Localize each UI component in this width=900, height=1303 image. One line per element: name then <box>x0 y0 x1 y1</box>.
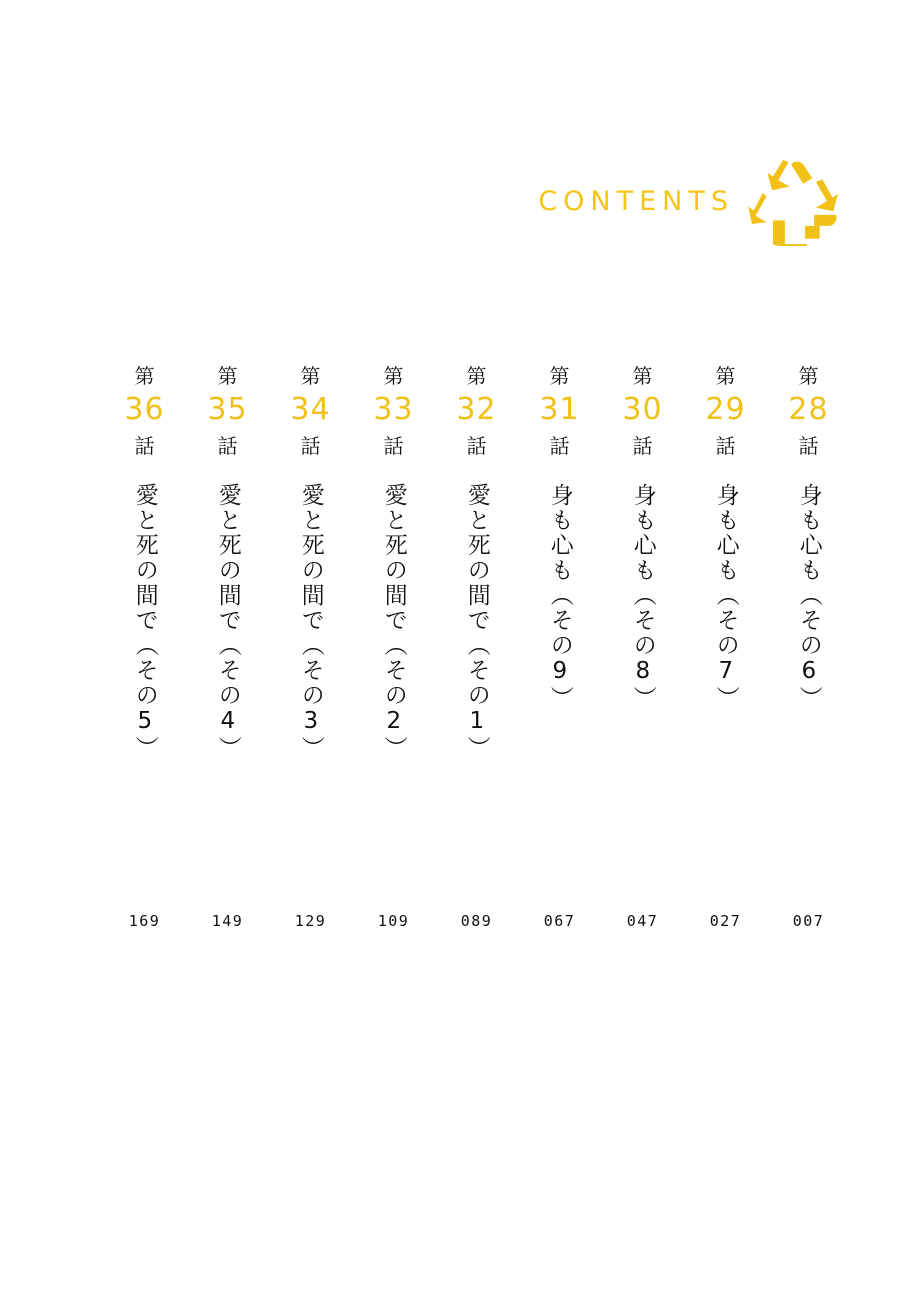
episode-prefix: 第 <box>715 364 736 388</box>
toc-entry[interactable] <box>103 365 186 813</box>
episode-number-block <box>705 365 745 457</box>
episode-number: 33 <box>373 392 414 427</box>
episode-suffix: 話 <box>549 434 570 458</box>
episode-title: 身も心も（その8） <box>629 483 656 711</box>
contents-header <box>538 160 840 246</box>
episode-prefix: 第 <box>549 364 570 388</box>
episode-prefix: 第 <box>383 364 404 388</box>
episode-title: 身も心も（その7） <box>712 483 739 711</box>
episode-number-block <box>788 365 828 457</box>
episode-number: 35 <box>207 392 248 427</box>
episode-number: 31 <box>539 392 580 427</box>
episode-prefix: 第 <box>217 364 238 388</box>
episode-number-block <box>373 365 413 457</box>
toc-entry[interactable] <box>767 365 850 813</box>
episode-number: 29 <box>705 392 746 427</box>
page-number: 067 <box>543 912 576 930</box>
episode-number-block <box>290 365 330 457</box>
page-number: 109 <box>377 912 410 930</box>
episode-number-block <box>124 365 164 457</box>
episode-prefix: 第 <box>798 364 819 388</box>
toc-entry[interactable] <box>269 365 352 813</box>
page-number-row <box>60 912 850 930</box>
episode-prefix: 第 <box>300 364 321 388</box>
toc-entry[interactable] <box>352 365 435 813</box>
page-number: 027 <box>709 912 742 930</box>
episode-suffix: 話 <box>715 434 736 458</box>
episode-number-block <box>456 365 496 457</box>
episode-number: 30 <box>622 392 663 427</box>
episode-number: 32 <box>456 392 497 427</box>
episode-number: 36 <box>124 392 165 427</box>
episode-title: 愛と死の間で（その2） <box>380 483 407 761</box>
toc-entry[interactable] <box>601 365 684 813</box>
episode-title: 身も心も（その6） <box>795 483 822 711</box>
episode-suffix: 話 <box>134 434 155 458</box>
episode-title: 愛と死の間で（その3） <box>297 483 324 761</box>
recycle-icon <box>748 160 840 246</box>
page-number: 129 <box>294 912 327 930</box>
episode-suffix: 話 <box>383 434 404 458</box>
toc-entry[interactable] <box>684 365 767 813</box>
episode-prefix: 第 <box>134 364 155 388</box>
episode-suffix: 話 <box>466 434 487 458</box>
episode-suffix: 話 <box>632 434 653 458</box>
page-title: CONTENTS <box>538 185 734 217</box>
page-number: 149 <box>211 912 244 930</box>
episode-number: 34 <box>290 392 331 427</box>
episode-title: 愛と死の間で（その5） <box>131 483 158 761</box>
toc-entry[interactable] <box>435 365 518 813</box>
page-number: 007 <box>792 912 825 930</box>
table-of-contents <box>60 365 850 813</box>
episode-title: 愛と死の間で（その1） <box>463 483 490 761</box>
toc-entry[interactable] <box>186 365 269 813</box>
episode-suffix: 話 <box>300 434 321 458</box>
episode-number-block <box>539 365 579 457</box>
page-number: 047 <box>626 912 659 930</box>
episode-suffix: 話 <box>217 434 238 458</box>
page-number: 169 <box>128 912 161 930</box>
episode-number-block <box>622 365 662 457</box>
episode-title: 愛と死の間で（その4） <box>214 483 241 761</box>
episode-title: 身も心も（その9） <box>546 483 573 711</box>
episode-prefix: 第 <box>632 364 653 388</box>
episode-suffix: 話 <box>798 434 819 458</box>
episode-number-block <box>207 365 247 457</box>
episode-number: 28 <box>788 392 829 427</box>
episode-prefix: 第 <box>466 364 487 388</box>
toc-entry[interactable] <box>518 365 601 813</box>
page-number: 089 <box>460 912 493 930</box>
